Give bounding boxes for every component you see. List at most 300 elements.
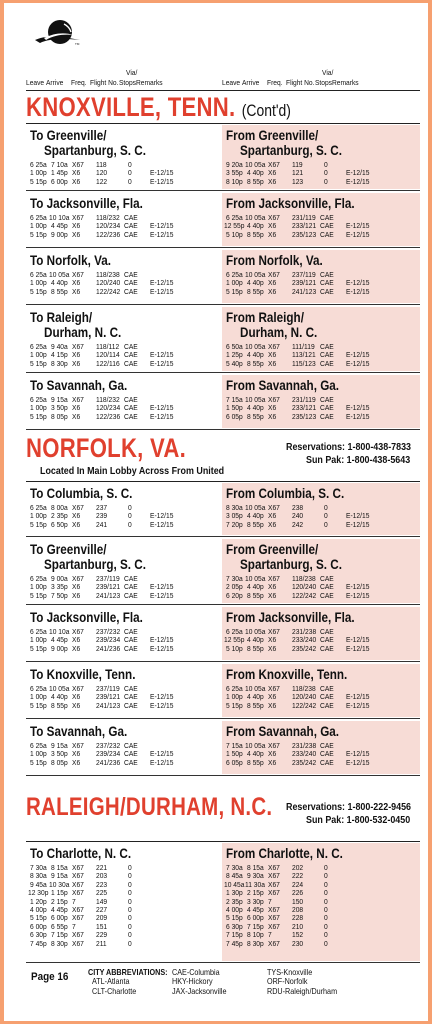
- flight-number: 115/123: [292, 358, 316, 368]
- flight-number: 149: [96, 896, 108, 906]
- leave-time: 2 05p: [226, 582, 243, 592]
- column-header: Arrive: [46, 78, 64, 87]
- schedule-row: [26, 592, 216, 600]
- stops: 0: [324, 863, 328, 872]
- remarks: E-12/15: [150, 278, 174, 288]
- flight-number: 241/123: [96, 700, 121, 710]
- schedule-row: [26, 702, 216, 710]
- flight-number: 239/121: [292, 278, 317, 288]
- flight-number: 118/238: [292, 684, 316, 693]
- leave-time: 3 55p: [226, 168, 243, 178]
- remarks: E-12/15: [346, 519, 370, 529]
- frequency: X6: [268, 635, 277, 645]
- frequency: X6: [72, 692, 81, 702]
- arrive-time: 3 35p: [51, 582, 68, 592]
- frequency: X6: [268, 582, 277, 592]
- leave-time: 7 45p: [30, 938, 47, 948]
- flight-number: 203: [96, 871, 108, 881]
- flight-number: 118/232: [96, 213, 120, 222]
- arrive-time: 10 10a: [49, 213, 70, 222]
- arrive-time: 10 10a: [49, 627, 70, 636]
- flight-number: 222: [292, 871, 304, 881]
- leave-time: 1 00p: [30, 350, 47, 360]
- arrive-time: 4 40p: [247, 692, 264, 702]
- via: CAE: [124, 700, 138, 710]
- frequency: X6: [268, 286, 277, 296]
- flight-number: 237/232: [96, 627, 121, 636]
- column-header-row: [26, 61, 420, 91]
- column-header: Via/: [126, 68, 138, 77]
- via: CAE: [320, 358, 334, 368]
- frequency: X67: [268, 741, 280, 750]
- via: CAE: [320, 270, 334, 279]
- via: CAE: [124, 342, 138, 351]
- flight-number: 221: [96, 863, 108, 872]
- leave-time: 1 30p: [226, 888, 243, 898]
- frequency: X67: [72, 395, 84, 404]
- via: CAE: [124, 229, 138, 239]
- via: CAE: [124, 574, 138, 583]
- arrive-time: 3 30p: [247, 896, 264, 906]
- via: CAE: [320, 574, 334, 583]
- leave-time: 6 25a: [30, 684, 47, 693]
- leave-time: 10 45a: [224, 879, 245, 889]
- arrive-time: 10 05a: [245, 627, 266, 636]
- arrive-time: 8 30p: [51, 938, 68, 948]
- frequency: X67: [268, 160, 280, 169]
- stops: 0: [324, 160, 328, 169]
- leave-time: 5 15p: [30, 913, 47, 923]
- flight-number: 233/240: [292, 635, 317, 645]
- frequency: X6: [72, 635, 81, 645]
- city-section-title: [26, 793, 272, 822]
- city-name: NORFOLK, VA.: [26, 433, 186, 463]
- group-divider: [26, 962, 420, 963]
- leave-time: 6 25a: [30, 213, 47, 222]
- arrive-time: 8 05p: [51, 757, 68, 767]
- flight-number: 237/119: [96, 574, 120, 583]
- arrive-time: 9 00p: [51, 643, 68, 653]
- frequency: X67: [268, 213, 280, 222]
- remarks: E-12/15: [346, 511, 370, 521]
- frequency: 7: [268, 930, 272, 940]
- schedule-row: [222, 940, 412, 948]
- arrive-time: 6 00p: [51, 176, 68, 186]
- flight-number: 120/240: [292, 692, 317, 702]
- leave-time: 6 50a: [226, 342, 243, 351]
- route-group: [26, 537, 420, 605]
- flight-number: 119: [292, 160, 303, 169]
- leave-time: 1 50p: [226, 403, 243, 413]
- arrive-time: 10 05a: [49, 270, 70, 279]
- svg-text:TM: TM: [75, 42, 80, 46]
- flight-number: 241/123: [292, 286, 317, 296]
- via: CAE: [124, 627, 138, 636]
- flight-number: 123: [292, 176, 304, 186]
- remarks: E-12/15: [150, 168, 174, 178]
- frequency: X6: [268, 176, 277, 186]
- column-header: Via/: [322, 68, 334, 77]
- city-abbreviations-title: CITY ABBREVIATIONS:: [88, 968, 168, 977]
- schedule-row: [222, 759, 412, 767]
- via: CAE: [320, 395, 334, 404]
- flight-number: 120/240: [96, 278, 121, 288]
- arrive-time: 10 05a: [245, 741, 266, 750]
- via: CAE: [124, 270, 138, 279]
- leave-time: 6 25a: [30, 160, 47, 169]
- via: CAE: [320, 286, 334, 296]
- flight-number: 208: [292, 905, 304, 914]
- flight-number: 231/119: [292, 213, 316, 222]
- flight-number: 113/121: [292, 350, 316, 360]
- leave-time: 5 15p: [30, 229, 47, 239]
- leave-time: 1 00p: [30, 582, 47, 592]
- frequency: X6: [72, 403, 81, 413]
- frequency: X67: [72, 270, 84, 279]
- leave-time: 6 00p: [30, 921, 47, 931]
- stops: 0: [128, 921, 132, 931]
- flight-number: 235/123: [292, 229, 317, 239]
- arrive-time: 4 45p: [51, 635, 68, 645]
- arrive-time: 2 15p: [247, 888, 264, 898]
- flight-number: 224: [292, 879, 304, 889]
- remarks: E-12/15: [150, 411, 174, 421]
- leave-time: 1 00p: [30, 168, 47, 178]
- stops: 0: [324, 503, 328, 512]
- frequency: X6: [268, 229, 277, 239]
- leave-time: 5 10p: [226, 229, 243, 239]
- frequency: X67: [72, 627, 84, 636]
- arrive-time: 4 15p: [51, 350, 68, 360]
- remarks: E-12/15: [346, 582, 370, 592]
- flight-number: 118/238: [96, 270, 120, 279]
- abbrev-item: ORF-Norfolk: [267, 977, 308, 986]
- frequency: X6: [268, 168, 277, 178]
- leave-time: 5 15p: [30, 757, 47, 767]
- schedule-row: [26, 521, 216, 529]
- frequency: X6: [268, 278, 277, 288]
- to-destination-heading: To Knoxville, Tenn.: [30, 667, 136, 682]
- arrive-time: 8 15a: [247, 863, 264, 872]
- from-origin-heading: From Greenville/: [226, 128, 319, 143]
- to-destination-heading: To Raleigh/: [30, 310, 93, 325]
- flight-number: 120/234: [96, 221, 121, 231]
- from-origin-heading: From Norfolk, Va.: [226, 253, 323, 268]
- schedule-row: [222, 702, 412, 710]
- leave-time: 12 30p: [28, 888, 49, 898]
- remarks: E-12/15: [150, 286, 174, 296]
- arrive-time: 8 55p: [247, 411, 264, 421]
- via: CAE: [320, 342, 334, 351]
- leave-time: 6 25a: [30, 395, 47, 404]
- frequency: X67: [268, 913, 280, 923]
- via: CAE: [124, 358, 138, 368]
- arrive-time: 8 55p: [247, 176, 264, 186]
- remarks: E-12/15: [346, 350, 370, 360]
- route-group: [26, 605, 420, 662]
- via: CAE: [124, 286, 138, 296]
- leave-time: 6 25a: [226, 627, 243, 636]
- schedule-row: [26, 178, 216, 186]
- schedule-row: [26, 413, 216, 421]
- schedule-row: [222, 592, 412, 600]
- flight-number: 121: [292, 168, 304, 178]
- remarks: E-12/15: [150, 403, 174, 413]
- stops: 0: [128, 938, 132, 948]
- via: CAE: [124, 278, 138, 288]
- arrive-time: 3 50p: [51, 749, 68, 759]
- stops: 0: [128, 519, 132, 529]
- from-origin-heading: From Savannah, Ga.: [226, 378, 340, 393]
- arrive-time: 9 15a: [51, 741, 68, 750]
- leave-time: 6 30p: [226, 921, 243, 931]
- leave-time: 7 20p: [226, 519, 243, 529]
- frequency: X6: [72, 350, 81, 360]
- remarks: E-12/15: [346, 757, 370, 767]
- stops: 0: [128, 168, 132, 178]
- route-group: [26, 305, 420, 373]
- via: CAE: [124, 350, 138, 360]
- flight-number: 235/242: [292, 643, 317, 653]
- via: CAE: [320, 635, 334, 645]
- arrive-time: 4 40p: [247, 511, 264, 521]
- leave-time: 8 30a: [30, 871, 47, 881]
- via: CAE: [320, 411, 334, 421]
- arrive-time: 6 50p: [51, 519, 68, 529]
- flight-number: 239/121: [96, 692, 121, 702]
- flight-number: 120/114: [96, 350, 120, 360]
- abbrev-item: HKY-Hickory: [172, 977, 213, 986]
- to-destination-heading: To Savannah, Ga.: [30, 724, 128, 739]
- leave-time: 8 45a: [226, 871, 243, 881]
- stops: 0: [128, 871, 132, 881]
- city-section-title: [26, 433, 186, 464]
- frequency: X67: [268, 684, 280, 693]
- leave-time: 6 05p: [226, 411, 243, 421]
- leave-time: 9 45a: [30, 879, 47, 889]
- via: CAE: [320, 643, 334, 653]
- via: CAE: [124, 684, 138, 693]
- leave-time: 1 00p: [30, 692, 47, 702]
- from-origin-heading: From Columbia, S. C.: [226, 486, 345, 501]
- stops: 0: [324, 168, 328, 178]
- frequency: X6: [72, 176, 81, 186]
- flight-number: 242: [292, 519, 304, 529]
- flight-number: 239/121: [96, 582, 121, 592]
- stops: 0: [324, 938, 328, 948]
- arrive-time: 10 05a: [245, 270, 266, 279]
- frequency: 7: [72, 921, 76, 931]
- arrive-time: 8 55p: [51, 286, 68, 296]
- schedule-row: [222, 645, 412, 653]
- arrive-time: 6 55p: [51, 921, 68, 931]
- schedule-row: [222, 360, 412, 368]
- flight-number: 151: [96, 921, 108, 931]
- route-group: [26, 191, 420, 248]
- stops: 0: [324, 879, 328, 889]
- frequency: X6: [72, 411, 81, 421]
- route-group: [26, 481, 420, 537]
- frequency: X67: [72, 879, 84, 889]
- city-name: RALEIGH/DURHAM, N.C.: [26, 793, 273, 821]
- via: CAE: [124, 749, 138, 759]
- schedule-row: [26, 288, 216, 296]
- frequency: X67: [268, 395, 280, 404]
- arrive-time: 4 40p: [51, 692, 68, 702]
- column-header: Remarks: [332, 78, 359, 87]
- leave-time: 1 00p: [30, 749, 47, 759]
- remarks: E-12/15: [150, 757, 174, 767]
- leave-time: 1 00p: [226, 278, 243, 288]
- flight-number: 122/116: [96, 358, 120, 368]
- stops: 0: [128, 930, 132, 940]
- arrive-time: 7 15p: [51, 930, 68, 940]
- arrive-time: 1 15p: [51, 888, 68, 898]
- frequency: X67: [268, 921, 280, 931]
- flight-number: 233/121: [292, 221, 317, 231]
- leave-time: 5 15p: [30, 519, 47, 529]
- remarks: E-12/15: [346, 403, 370, 413]
- flight-number: 210: [292, 921, 304, 931]
- remarks: E-12/15: [346, 358, 370, 368]
- frequency: X6: [268, 411, 277, 421]
- route-group: [26, 841, 420, 963]
- remarks: E-12/15: [346, 229, 370, 239]
- to-destination-heading: To Norfolk, Va.: [30, 253, 111, 268]
- leave-time: 1 00p: [226, 692, 243, 702]
- arrive-time: 4 45p: [51, 221, 68, 231]
- arrive-time: 4 40p: [51, 278, 68, 288]
- arrive-time: 8 00a: [51, 503, 68, 512]
- to-destination-heading: To Greenville/: [30, 128, 107, 143]
- stops: 0: [324, 888, 328, 898]
- frequency: X67: [268, 342, 280, 351]
- arrive-time: 7 50p: [51, 590, 68, 600]
- arrive-time: 8 55p: [247, 358, 264, 368]
- arrive-time: 6 00p: [51, 913, 68, 923]
- leave-time: 9 20a: [226, 160, 243, 169]
- column-header: Leave: [222, 78, 241, 87]
- via: CAE: [320, 692, 334, 702]
- flight-number: 122/242: [292, 590, 317, 600]
- flight-number: 122/236: [96, 411, 121, 421]
- frequency: X67: [268, 888, 280, 898]
- leave-time: 6 25a: [226, 684, 243, 693]
- from-origin-heading: From Charlotte, N. C.: [226, 846, 343, 861]
- frequency: X67: [268, 574, 280, 583]
- frequency: X67: [72, 160, 84, 169]
- flight-number: 241/236: [96, 757, 121, 767]
- schedule-row: [222, 288, 412, 296]
- flight-number: 209: [96, 913, 108, 923]
- frequency: X6: [72, 221, 81, 231]
- arrive-time: 10 05a: [49, 684, 70, 693]
- remarks: E-12/15: [150, 221, 174, 231]
- via: CAE: [320, 757, 334, 767]
- flight-number: 237: [96, 503, 108, 512]
- flight-number: 202: [292, 863, 304, 872]
- route-group: [26, 719, 420, 776]
- abbrev-item: CLT-Charlotte: [92, 986, 137, 996]
- arrive-time: 8 55p: [51, 700, 68, 710]
- leave-time: 5 15p: [30, 411, 47, 421]
- flight-number: 238: [292, 503, 304, 512]
- leave-time: 6 25a: [30, 627, 47, 636]
- arrive-time: 4 45p: [51, 905, 68, 914]
- frequency: X67: [72, 574, 84, 583]
- via: CAE: [124, 395, 138, 404]
- flight-number: 152: [292, 930, 304, 940]
- schedule-row: [222, 178, 412, 186]
- arrive-time: 2 35p: [51, 511, 68, 521]
- city-note: Sun Pak: 1-800-532-0450: [306, 814, 411, 826]
- leave-time: 5 15p: [226, 700, 243, 710]
- via: CAE: [320, 741, 334, 750]
- arrive-time: 4 40p: [247, 221, 264, 231]
- from-origin-heading: From Raleigh/: [226, 310, 304, 325]
- arrive-time: 9 30a: [247, 871, 264, 881]
- leave-time: 8 30a: [226, 503, 243, 512]
- arrive-time: 4 40p: [247, 403, 264, 413]
- arrive-time: 8 10p: [247, 930, 264, 940]
- via: CAE: [124, 741, 138, 750]
- flight-number: 118/112: [96, 342, 120, 351]
- leave-time: 7 30a: [226, 863, 243, 872]
- arrive-time: 8 55p: [247, 757, 264, 767]
- column-header: Flight No.: [286, 78, 315, 87]
- column-header: Stops: [315, 78, 333, 87]
- frequency: X6: [268, 757, 277, 767]
- arrive-time: 10 05a: [245, 395, 266, 404]
- remarks: E-12/15: [346, 168, 370, 178]
- stops: 0: [128, 503, 132, 512]
- leave-time: 6 25a: [226, 213, 243, 222]
- frequency: X6: [268, 519, 277, 529]
- frequency: X6: [72, 286, 81, 296]
- frequency: X6: [268, 643, 277, 653]
- route-group: [26, 373, 420, 430]
- flight-number: 231/238: [292, 741, 317, 750]
- column-header: Freq.: [71, 78, 87, 87]
- schedule-row: [222, 521, 412, 529]
- remarks: E-12/15: [150, 229, 174, 239]
- via: CAE: [124, 411, 138, 421]
- arrive-time: 11 30a: [245, 879, 265, 889]
- leave-time: 1 50p: [226, 749, 243, 759]
- frequency: X6: [72, 168, 81, 178]
- arrive-time: 10 05a: [245, 213, 266, 222]
- leave-time: 5 15p: [30, 176, 47, 186]
- via: CAE: [124, 757, 138, 767]
- frequency: X6: [268, 358, 277, 368]
- via: CAE: [320, 627, 334, 636]
- frequency: X67: [72, 930, 84, 940]
- arrive-time: 4 40p: [247, 635, 264, 645]
- leave-time: 5 15p: [30, 590, 47, 600]
- frequency: X67: [72, 938, 84, 948]
- leave-time: 12 55p: [224, 221, 245, 231]
- remarks: E-12/15: [150, 590, 174, 600]
- arrive-time: 9 15a: [51, 395, 68, 404]
- frequency: X67: [72, 684, 84, 693]
- arrive-time: 8 55p: [247, 519, 264, 529]
- abbrev-item: JAX-Jacksonville: [172, 986, 227, 996]
- abbrev-item: TYS-Knoxville: [267, 968, 313, 977]
- leave-time: 8 10p: [226, 176, 243, 186]
- via: CAE: [320, 582, 334, 592]
- route-group: [26, 662, 420, 719]
- arrive-time: 8 30p: [51, 358, 68, 368]
